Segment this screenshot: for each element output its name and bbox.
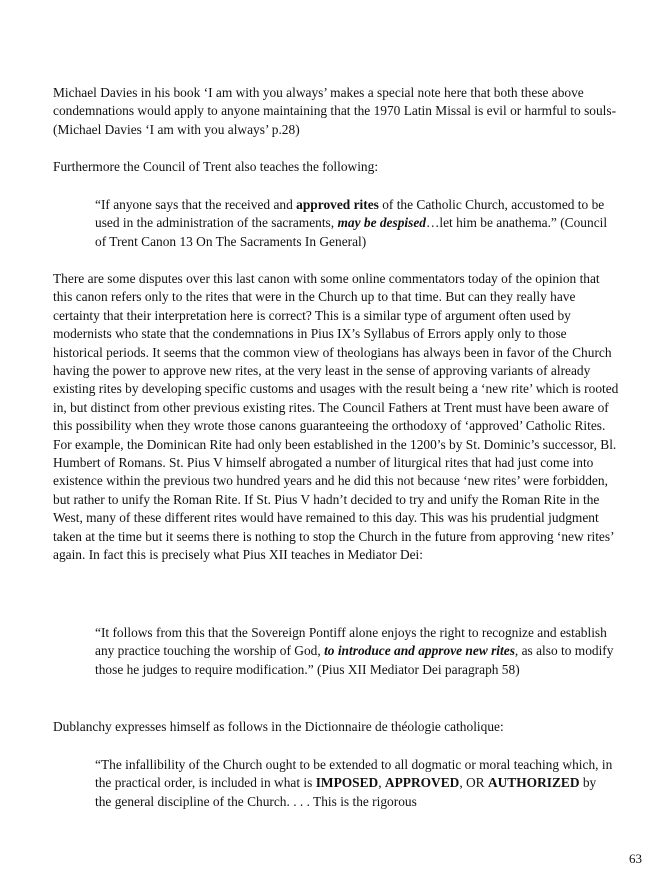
quote-text: “If anyone says that the received and: [95, 197, 297, 212]
quote-text: “The infallibility of the Church ought to be extended to all dogmatic or moral teaching which, in the practical order, is included in what is: [95, 757, 613, 791]
quote-text: ,: [378, 775, 385, 791]
quote-text: “It follows from this that the Sovereign Pontiff alone enjoys the right to recognize and establish any practice touching the worship of God,: [95, 625, 607, 659]
page-number: 63: [629, 851, 642, 866]
quote-text: of the Catholic Church, accustomed to be used in the administration of the sacraments,: [95, 197, 605, 231]
quote-trent-canon: [95, 196, 615, 251]
paragraph-trent-intro: Furthermore the Council of Trent also teaches the following:: [53, 159, 379, 174]
quote-mediator-dei: [95, 624, 615, 679]
quote-dictionnaire: [95, 756, 615, 811]
emphasis-bold-italic: to introduce and approve new rites: [324, 643, 515, 659]
emphasis-bold: IMPOSED: [315, 775, 379, 791]
paragraph-disputes: There are some disputes over this last canon with some online commentators today of the opinion that this canon refers only to the rites that were in the Church up to that time. But can they really have certainty that their interpretation here is correct? This is a similar type of argument often used by modernists who state that the condemnations in Pius IX’s Syllabus of Errors apply only to those historical periods. It seems that the common view of theologians has always been in favor of the Church having the power to approve new rites, at the very least in the sense of approving variants of already existing rites by developing specific customs and usages with the result being a ‘new rite’ which is rooted in, but distinct from other previous existing rites. The Council Fathers at Trent must have been aware of this possibility when they wrote those canons guaranteeing the orthodoxy of ‘approved’ Catholic Rites. For example, the Dominican Rite had only been established in the 1200’s by St. Dominic’s successor, Bl. Humbert of Romans. St. Pius V himself abrogated a number of liturgical rites that had just come into existence within the previous two hundred years and he did this not because ‘new rites’ were forbidden, but rather to unify the Roman Rite. If St. Pius V hadn’t decided to try and unify the Roman Rite in the West, many of these different rites would have remained to this day. This was his prudential judgment taken at the time but it seems there is nothing to stop the Church in the future from approving ‘new rites’ again. In fact this is precisely what Pius XII teaches in Mediator Dei:: [53, 271, 619, 563]
quote-text: by the general discipline of the Church. . . . This is the rigorous: [95, 775, 597, 809]
quote-text: , as also to modify those he judges to require modification.” (Pius XII Mediator Dei paragraph 58): [95, 643, 614, 677]
emphasis-bold: approved rites: [296, 197, 379, 212]
emphasis-bold: APPROVED: [384, 775, 460, 791]
paragraph-dublanchy: Dublanchy expresses himself as follows in the Dictionnaire de théologie catholique:: [53, 719, 504, 734]
paragraph-davies-note: Michael Davies in his book ‘I am with you always’ makes a special note here that both these above condemnations would apply to anyone maintaining that the 1970 Latin Missal is evil or harmful to souls- (Michael Davies ‘I am with you always’ p.28): [53, 85, 617, 137]
quote-text: …let him be anathema.” (Council of Trent Canon 13 On The Sacraments In General): [95, 215, 608, 249]
emphasis-bold-italic: may be despised: [337, 215, 426, 231]
quote-text: , OR: [459, 775, 488, 791]
emphasis-bold: AUTHORIZED: [487, 775, 580, 791]
